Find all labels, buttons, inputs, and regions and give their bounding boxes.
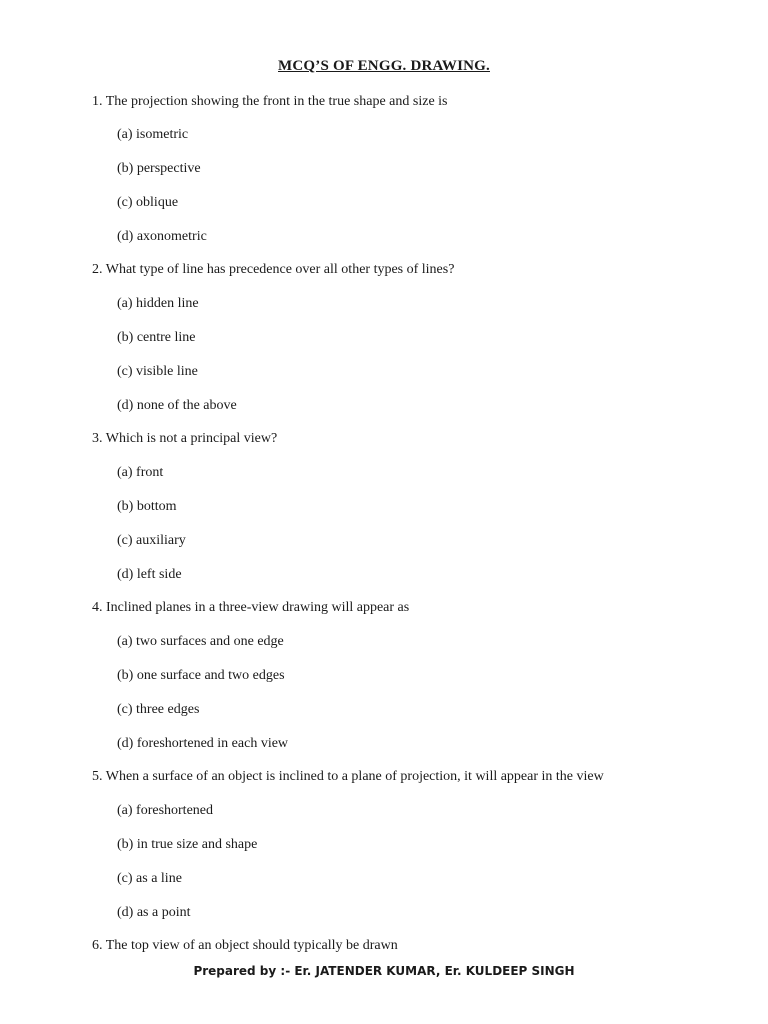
question-1-option-d: (d) axonometric [117,229,207,244]
question-2-option-b: (b) centre line [117,330,196,345]
question-5-option-a: (a) foreshortened [117,803,214,818]
question-2: 2. What type of line has precedence over all other types of lines? [92,262,455,277]
question-3-option-d: (d) left side [117,567,182,582]
question-1-option-b: (b) perspective [117,161,201,176]
question-2-option-d: (d) none of the above [117,398,237,413]
document-title: MCQ’S OF ENGG. DRAWING. [278,58,490,74]
question-4-option-d: (d) foreshortened in each view [117,736,289,751]
question-2-option-c: (c) visible line [117,364,198,379]
question-4: 4. Inclined planes in a three-view drawing will appear as [92,600,410,615]
question-4-option-c: (c) three edges [117,702,200,717]
question-1-option-c: (c) oblique [117,195,179,210]
question-3-option-b: (b) bottom [117,499,177,514]
question-1: 1. The projection showing the front in the true shape and size is [92,94,448,109]
question-1-option-a: (a) isometric [117,127,189,142]
question-5: 5. When a surface of an object is inclined to a plane of projection, it will appear in the view [92,769,604,784]
question-2-option-a: (a) hidden line [117,296,199,311]
page-footer: Prepared by :- Er. JATENDER KUMAR, Er. KULDEEP SINGH [193,964,575,978]
question-3: 3. Which is not a principal view? [92,431,278,446]
question-4-option-a: (a) two surfaces and one edge [117,634,284,649]
question-5-option-c: (c) as a line [117,871,182,886]
question-5-option-b: (b) in true size and shape [117,837,258,852]
question-3-option-c: (c) auxiliary [117,533,186,548]
question-3-option-a: (a) front [117,465,164,480]
question-4-option-b: (b) one surface and two edges [117,668,285,683]
question-5-option-d: (d) as a point [117,905,191,920]
question-6: 6. The top view of an object should typically be drawn [92,938,398,953]
